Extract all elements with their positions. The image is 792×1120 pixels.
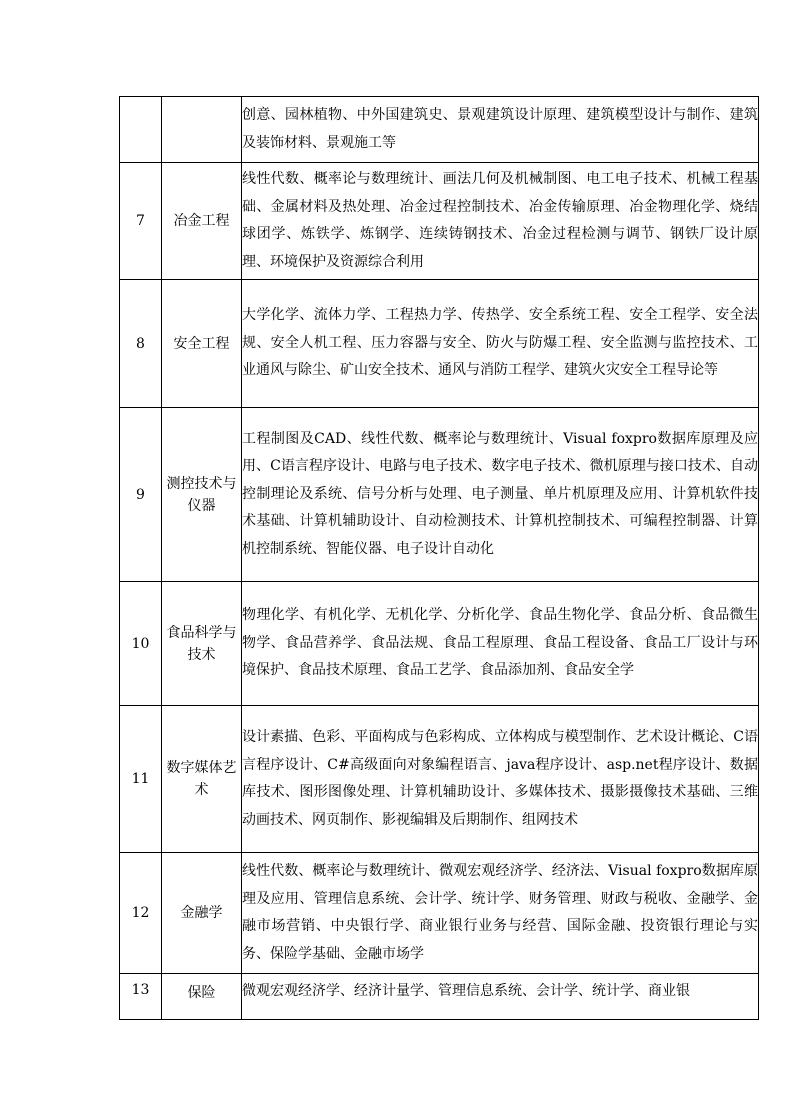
- row-number: 10: [120, 582, 162, 706]
- course-list: 线性代数、概率论与数理统计、画法几何及机械制图、电工电子技术、机械工程基础、金属材料及热处理、冶金过程控制技术、冶金传输原理、冶金物理化学、烧结球团学、炼铁学、炼钢学、连续铸钢技术、冶金过程检测与调节、钢铁厂设计原理、环境保护及资源综合利用: [242, 163, 759, 280]
- major-name: [162, 97, 242, 163]
- major-name: 数字媒体艺术: [162, 706, 242, 853]
- major-name: 冶金工程: [162, 163, 242, 280]
- table-row: [120, 974, 759, 1020]
- curriculum-table: [119, 96, 759, 1020]
- course-list: 物理化学、有机化学、无机化学、分析化学、食品生物化学、食品分析、食品微生物学、食品营养学、食品法规、食品工程原理、食品工程设备、食品工厂设计与环境保护、食品技术原理、食品工艺学、食品添加剂、食品安全学: [242, 582, 759, 706]
- course-list: 微观宏观经济学、经济计量学、管理信息系统、会计学、统计学、商业银: [242, 974, 759, 1020]
- course-list: 大学化学、流体力学、工程热力学、传热学、安全系统工程、安全工程学、安全法规、安全人机工程、压力容器与安全、防火与防爆工程、安全监测与监控技术、工业通风与除尘、矿山安全技术、通风与消防工程学、建筑火灾安全工程导论等: [242, 280, 759, 408]
- course-list: 线性代数、概率论与数理统计、微观宏观经济学、经济法、Visual foxpro数据库原理及应用、管理信息系统、会计学、统计学、财务管理、财政与税收、金融学、金融市场营销、中央银行学、商业银行业务与经营、国际金融、投资银行理论与实务、保险学基础、金融市场学: [242, 853, 759, 974]
- major-name: 食品科学与技术: [162, 582, 242, 706]
- table-row: [120, 853, 759, 974]
- major-name: 金融学: [162, 853, 242, 974]
- table-row: [120, 582, 759, 706]
- row-number: 12: [120, 853, 162, 974]
- row-number: 11: [120, 706, 162, 853]
- major-name: 安全工程: [162, 280, 242, 408]
- course-list: 创意、园林植物、中外国建筑史、景观建筑设计原理、建筑模型设计与制作、建筑及装饰材料、景观施工等: [242, 97, 759, 163]
- row-number: 9: [120, 408, 162, 582]
- table-row: [120, 408, 759, 582]
- course-list: 工程制图及CAD、线性代数、概率论与数理统计、Visual foxpro数据库原理及应用、C语言程序设计、电路与电子技术、数字电子技术、微机原理与接口技术、自动控制理论及系统、信号分析与处理、电子测量、单片机原理及应用、计算机软件技术基础、计算机辅助设计、自动检测技术、计算机控制技术、可编程控制器、计算机控制系统、智能仪器、电子设计自动化: [242, 408, 759, 582]
- row-number: 8: [120, 280, 162, 408]
- row-number: 7: [120, 163, 162, 280]
- table-row: [120, 97, 759, 163]
- table-row: [120, 280, 759, 408]
- major-name: 保险: [162, 974, 242, 1020]
- course-list: 设计素描、色彩、平面构成与色彩构成、立体构成与模型制作、艺术设计概论、C语言程序设计、C#高级面向对象编程语言、java程序设计、asp.net程序设计、数据库技术、图形图像处理、计算机辅助设计、多媒体技术、摄影摄像技术基础、三维动画技术、网页制作、影视编辑及后期制作、组网技术: [242, 706, 759, 853]
- table-row: [120, 163, 759, 280]
- major-name: 测控技术与仪器: [162, 408, 242, 582]
- table-row: [120, 706, 759, 853]
- row-number: 13: [120, 974, 162, 1020]
- row-number: [120, 97, 162, 163]
